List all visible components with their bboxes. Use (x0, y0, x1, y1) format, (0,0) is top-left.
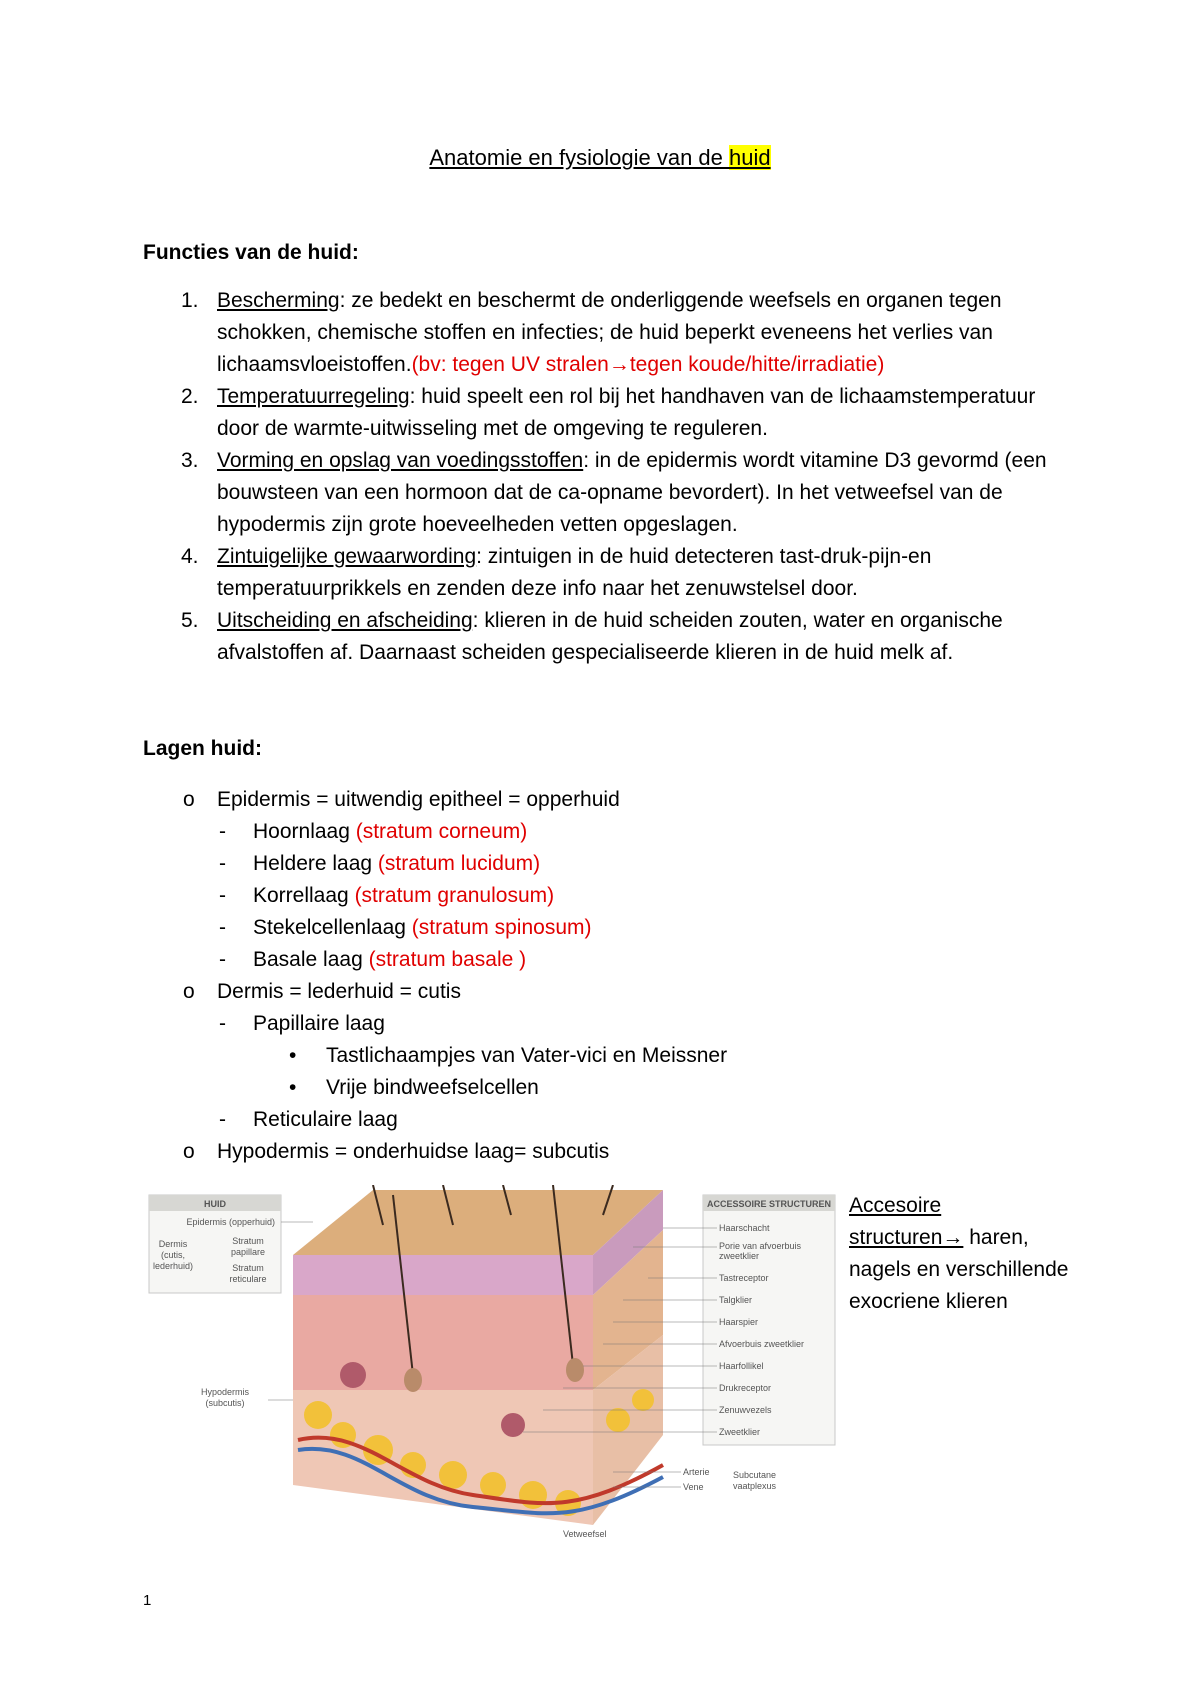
sublayer-name: Stekelcellenlaag (253, 916, 412, 939)
list-item (143, 784, 727, 816)
dash-marker: - (219, 916, 226, 939)
list-item (143, 1008, 727, 1040)
aside-term-rest: haren, (963, 1226, 1029, 1249)
page-number: 1 (143, 1592, 152, 1609)
label-haarspier: Haarspier (719, 1317, 759, 1327)
list-item (143, 285, 1063, 381)
item-term: Zintuigelijke gewaarwording (217, 545, 477, 568)
list-item (143, 944, 727, 976)
sublayer-latin: (stratum lucidum) (377, 852, 541, 875)
epidermis-layer (293, 1255, 593, 1295)
item-number: 2. (181, 385, 199, 408)
layer-dermis: Dermis = lederhuid = cutis (217, 980, 461, 1003)
list-item (143, 1040, 727, 1072)
list-item (143, 912, 727, 944)
label-epidermis: Epidermis (opperhuid) (186, 1217, 275, 1227)
sublayer-name: Korrellaag (253, 884, 355, 907)
item-term: Vorming en opslag van voedingsstoffen (217, 449, 584, 472)
dash-marker: - (219, 1108, 226, 1131)
label-arterie: Arterie (683, 1467, 710, 1477)
aside-rest: nagels en verschillende exocriene klieren (849, 1258, 1069, 1313)
accessory-note (849, 1190, 1069, 1318)
dash-marker: - (219, 884, 226, 907)
hair-follicle (404, 1368, 422, 1392)
item-text: : zintuigen in de huid detecteren tast-druk-pijn-en temperatuurprikkels en zenden deze info naar het zenuwstelsel door. (217, 545, 932, 600)
item-number: 4. (181, 545, 199, 568)
label-subcutis: (subcutis) (205, 1398, 245, 1408)
sublayer-latin: (stratum basale ) (368, 948, 527, 971)
list-item (143, 381, 1063, 445)
label-porie: Porie van afvoerbuis (719, 1241, 802, 1251)
label-dermis-lederhuid: lederhuid) (152, 1261, 194, 1271)
item-number: 1. (181, 289, 199, 312)
circle-marker: o (183, 980, 195, 1003)
hair-follicle (566, 1358, 584, 1382)
list-item (143, 445, 1063, 541)
list-item (143, 605, 1063, 669)
label-papillare: papillare (230, 1247, 266, 1257)
dash-marker: - (219, 852, 226, 875)
label-vaatplexus: vaatplexus (733, 1481, 777, 1491)
list-item (143, 1072, 727, 1104)
circle-marker: o (183, 788, 195, 811)
layer-hypodermis: Hypodermis = onderhuidse laag= subcutis (217, 1140, 610, 1163)
item-term: Temperatuurregeling (217, 385, 410, 408)
label-drukreceptor: Drukreceptor (719, 1383, 772, 1393)
label-reticulare: reticulare (229, 1274, 267, 1284)
label-dermis: Dermis (158, 1239, 188, 1249)
label-vene: Vene (683, 1482, 704, 1492)
item-term: Uitscheiding en afscheiding (217, 609, 473, 632)
bullet-marker: • (289, 1044, 297, 1067)
sublayer-papillary: Papillaire laag (253, 1012, 385, 1035)
list-item (143, 541, 1063, 605)
right-legend-title: ACCESSOIRE STRUCTUREN (706, 1199, 832, 1209)
item-text: : huid speelt een rol bij het handhaven van de lichaamstemperatuur door de warmte-uitwisseling met de omgeving te reguleren. (217, 385, 1036, 440)
circle-marker: o (183, 1140, 195, 1163)
sublayer-name: Hoornlaag (253, 820, 356, 843)
layers-heading: Lagen huid: (143, 737, 262, 760)
dermis-layer (293, 1295, 593, 1390)
list-item (143, 880, 727, 912)
dash-marker: - (219, 948, 226, 971)
item-number: 5. (181, 609, 199, 632)
label-tastreceptor: Tastreceptor (719, 1273, 769, 1283)
sweat-gland (501, 1413, 525, 1437)
label-talgklier: Talgklier (719, 1295, 753, 1305)
functions-list (143, 285, 1063, 669)
list-item (143, 1136, 727, 1168)
label-porie-zweetklier: zweetklier (719, 1251, 760, 1261)
functions-heading: Functies van de huid: (143, 241, 359, 264)
skin-anatomy-figure (143, 1185, 838, 1550)
dash-marker: - (219, 1012, 226, 1035)
label-stratum-papillare: Stratum (232, 1236, 264, 1246)
label-subcutane: Subcutane (733, 1470, 777, 1480)
list-item (143, 848, 727, 880)
sublayer-latin: (stratum granulosum) (354, 884, 555, 907)
label-dermis-cutis: (cutis, (160, 1250, 186, 1260)
item-text: : klieren in de huid scheiden zouten, water en organische afvalstoffen af. Daarnaast scheiden gespecialiseerde klieren in de huid melk af. (217, 609, 1003, 664)
left-legend-title: HUID (204, 1199, 226, 1209)
label-zweetklier: Zweetklier (719, 1427, 761, 1437)
papillary-detail: Vrije bindweefselcellen (326, 1076, 539, 1099)
page-title (0, 145, 1200, 171)
label-zenuwvezels: Zenuwvezels (719, 1405, 772, 1415)
item-text: : in de epidermis wordt vitamine D3 gevormd (een bouwsteen van een hormoon dat de ca-opname bevordert). In het vetweefsel van de hypodermis zijn grote hoeveelheden vetten opgeslagen. (217, 449, 1047, 536)
papillary-detail: Tastlichaampjes van Vater-vici en Meissner (326, 1044, 728, 1067)
aside-term: structuren→ (849, 1226, 964, 1249)
bullet-marker: • (289, 1076, 297, 1099)
sublayer-reticular: Reticulaire laag (253, 1108, 398, 1131)
label-afvoerbuis: Afvoerbuis zweetklier (719, 1339, 805, 1349)
list-item (143, 1104, 727, 1136)
item-number: 3. (181, 449, 199, 472)
title-text: Anatomie en fysiologie van de (429, 145, 730, 170)
layer-epidermis: Epidermis = uitwendig epitheel = opperhuid (217, 788, 620, 811)
list-item (143, 816, 727, 848)
sublayer-latin: (stratum corneum) (355, 820, 528, 843)
title-highlight: huid (729, 145, 771, 170)
label-vetweefsel: Vetweefsel (563, 1529, 607, 1539)
label-stratum-reticulare: Stratum (232, 1263, 264, 1273)
list-item (143, 976, 727, 1008)
sweat-gland (340, 1362, 366, 1388)
sublayer-name: Basale laag (253, 948, 369, 971)
dash-marker: - (219, 820, 226, 843)
sublayer-name: Heldere laag (253, 852, 378, 875)
label-hypodermis: Hypodermis (200, 1387, 250, 1397)
aside-line1: Accesoire (849, 1194, 942, 1217)
aside-line2 (849, 1222, 1069, 1254)
layers-list (143, 784, 727, 1168)
item-term: Bescherming (217, 289, 340, 312)
sublayer-latin: (stratum spinosum) (411, 916, 592, 939)
label-haarschacht: Haarschacht (719, 1223, 770, 1233)
item-text: : ze bedekt en beschermt de onderliggende weefsels en organen tegen schokken, chemische stoffen en infecties; de huid beperkt eveneens het verlies van lichaamsvloeistoffen. (217, 289, 1002, 376)
label-haarfollikel: Haarfollikel (719, 1361, 764, 1371)
item-note: (bv: tegen UV stralen→tegen koude/hitte/irradiatie) (411, 353, 885, 376)
